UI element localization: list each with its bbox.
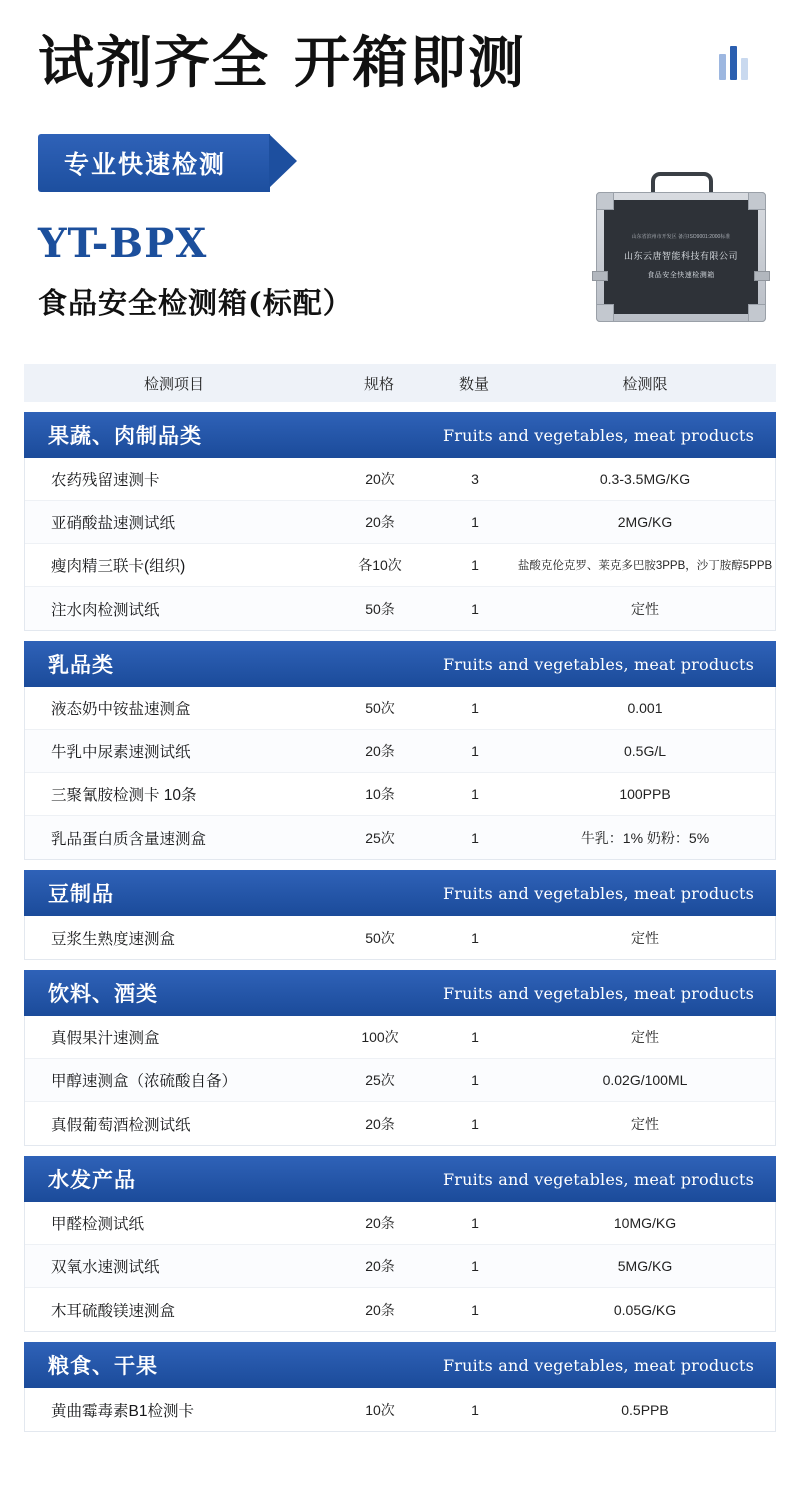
cell-qty: 1 (471, 514, 479, 530)
cell-limit: 0.5PPB (621, 1401, 669, 1418)
cell-limit: 10MG/KG (613, 1215, 677, 1231)
detection-case-image (596, 168, 766, 328)
cell-spec: 10条 (365, 786, 395, 802)
table-row (25, 1245, 775, 1288)
spec-table (24, 364, 776, 1450)
group-title: 乳品类 (48, 654, 114, 677)
cell-item: 乳品蛋白质含量速测盒 (51, 830, 207, 848)
cell-limit: 5MG/KG (617, 1258, 673, 1274)
case-face (604, 200, 758, 314)
group-title: 水发产品 (48, 1169, 136, 1192)
group-title: 粮食、干果 (48, 1355, 158, 1378)
group-subtitle: Fruits and vegetables, meat products (442, 654, 754, 674)
group-header (24, 1342, 776, 1388)
cell-limit: 100PPB (619, 786, 671, 802)
cell-spec: 10次 (365, 1401, 395, 1418)
table-groups (24, 412, 776, 1432)
cell-limit: 盐酸克伦克罗、莱克多巴胺3PPB，沙丁胺醇5PPB (517, 560, 773, 572)
group-header (24, 970, 776, 1016)
cell-item: 液态奶中铵盐速测盒 (51, 701, 191, 718)
table-row (25, 687, 775, 730)
cell-item: 木耳硫酸镁速测盒 (51, 1302, 176, 1320)
page-title-part2: 开箱即测 (294, 30, 526, 96)
group-title: 果蔬、肉制品类 (48, 425, 202, 448)
cell-item: 瘦肉精三联卡(组织) (51, 558, 186, 575)
table-header-row (24, 364, 776, 402)
column-header-limit: 检测限 (622, 375, 668, 393)
cell-item: 农药残留速测卡 (51, 472, 160, 489)
cell-qty: 1 (471, 743, 479, 759)
case-latch-icon (592, 271, 608, 281)
group-title: 饮料、酒类 (48, 983, 158, 1006)
cell-qty: 1 (471, 1258, 479, 1274)
cell-qty: 1 (471, 1301, 479, 1318)
page-title (24, 30, 776, 96)
cell-item: 黄曲霉毒素B1检测卡 (51, 1402, 194, 1420)
cell-spec: 20条 (365, 514, 395, 530)
table-group (24, 412, 776, 631)
case-corner-icon (748, 192, 766, 210)
cell-limit: 2MG/KG (617, 514, 673, 530)
group-rows (24, 687, 776, 860)
cell-qty: 1 (471, 1029, 479, 1045)
table-group (24, 870, 776, 960)
cell-limit: 0.02G/100ML (602, 1072, 688, 1088)
table-row (25, 1102, 775, 1145)
table-row (25, 1016, 775, 1059)
case-corner-icon (596, 192, 614, 210)
case-label-top: 山东省滨州市开发区 备注ISO9001:2000标准 (631, 233, 731, 240)
group-subtitle: Fruits and vegetables, meat products (442, 1169, 754, 1189)
table-group (24, 1342, 776, 1432)
group-subtitle: Fruits and vegetables, meat products (442, 883, 754, 903)
cell-item: 牛乳中尿素速测试纸 (51, 744, 191, 761)
cell-limit: 0.05G/KG (613, 1301, 677, 1318)
cell-limit: 定性 (631, 929, 659, 946)
status-badge: 专业快速检测 (38, 134, 270, 192)
cell-qty: 1 (471, 557, 479, 573)
group-header (24, 1156, 776, 1202)
cell-limit: 定性 (631, 1115, 659, 1132)
cell-item: 甲醇速测盒（浓硫酸自备） (51, 1073, 238, 1090)
group-subtitle: Fruits and vegetables, meat products (442, 983, 754, 1003)
cell-qty: 3 (471, 471, 479, 487)
group-header (24, 870, 776, 916)
table-row (25, 916, 775, 959)
hero-section (24, 0, 776, 120)
cell-spec: 20条 (365, 1115, 395, 1132)
table-row (25, 773, 775, 816)
cell-spec: 25次 (365, 1072, 395, 1088)
cell-qty: 1 (471, 1401, 479, 1418)
cell-spec: 25次 (365, 829, 395, 846)
cell-spec: 各10次 (358, 557, 402, 573)
cell-qty: 1 (471, 1115, 479, 1132)
case-body (596, 192, 766, 322)
cell-spec: 50条 (365, 600, 395, 617)
case-corner-icon (748, 304, 766, 322)
cell-spec: 50次 (365, 929, 395, 946)
cell-limit: 0.5G/L (623, 743, 667, 759)
group-subtitle: Fruits and vegetables, meat products (442, 1355, 754, 1375)
table-row (25, 1388, 775, 1431)
cell-qty: 1 (471, 929, 479, 946)
product-section (24, 220, 776, 360)
group-subtitle: Fruits and vegetables, meat products (442, 425, 754, 445)
table-row (25, 458, 775, 501)
case-desc: 食品安全快速检测箱 (647, 272, 715, 280)
table-group (24, 970, 776, 1146)
cell-qty: 1 (471, 786, 479, 802)
table-group (24, 1156, 776, 1332)
cell-item: 真假葡萄酒检测试纸 (51, 1116, 191, 1134)
cell-item: 亚硝酸盐速测试纸 (51, 515, 176, 532)
group-header (24, 412, 776, 458)
cell-qty: 1 (471, 829, 479, 846)
group-rows (24, 1388, 776, 1432)
cell-spec: 20条 (365, 743, 395, 759)
table-row (25, 1059, 775, 1102)
case-latch-icon (754, 271, 770, 281)
cell-spec: 20条 (365, 1301, 395, 1318)
cell-limit: 定性 (631, 1029, 659, 1045)
cell-spec: 20条 (365, 1258, 395, 1274)
group-rows (24, 458, 776, 631)
cell-limit: 牛乳：1% 奶粉：5% (580, 829, 710, 846)
cell-spec: 100次 (361, 1029, 399, 1045)
cell-item: 豆浆生熟度速测盒 (51, 930, 176, 948)
product-name: 食品安全检测箱(标配） (38, 286, 353, 320)
group-rows (24, 916, 776, 960)
cell-item: 甲醛检测试纸 (51, 1216, 145, 1233)
cell-spec: 20条 (365, 1215, 395, 1231)
cell-qty: 1 (471, 1215, 479, 1231)
cell-spec: 50次 (365, 700, 395, 716)
table-row (25, 587, 775, 630)
page-title-part1: 试剂齐全 (38, 30, 270, 96)
product-model: YT-BPX (38, 220, 208, 267)
cell-item: 真假果汁速测盒 (51, 1030, 160, 1047)
table-row (25, 816, 775, 859)
cell-qty: 1 (471, 700, 479, 716)
case-brand: 山东云唐智能科技有限公司 (623, 251, 738, 262)
cell-item: 三聚氰胺检测卡 10条 (51, 787, 197, 804)
cell-limit: 0.3-3.5MG/KG (599, 471, 691, 487)
table-row (25, 501, 775, 544)
cell-spec: 20次 (365, 471, 395, 487)
cell-limit: 0.001 (627, 700, 663, 716)
table-row (25, 544, 775, 587)
column-header-qty: 数量 (458, 375, 489, 393)
column-header-item: 检测项目 (143, 375, 204, 393)
column-header-spec: 规格 (363, 375, 394, 393)
case-handle-icon (651, 172, 713, 194)
case-corner-icon (596, 304, 614, 322)
table-row (25, 1202, 775, 1245)
cell-qty: 1 (471, 1072, 479, 1088)
group-rows (24, 1016, 776, 1146)
table-group (24, 641, 776, 860)
table-row (25, 1288, 775, 1331)
cell-qty: 1 (471, 600, 479, 617)
cell-item: 双氧水速测试纸 (51, 1259, 160, 1276)
decorative-bars-icon (719, 46, 748, 80)
group-rows (24, 1202, 776, 1332)
table-row (25, 730, 775, 773)
cell-item: 注水肉检测试纸 (51, 601, 160, 619)
cell-limit: 定性 (631, 600, 659, 617)
group-title: 豆制品 (48, 883, 114, 906)
group-header (24, 641, 776, 687)
